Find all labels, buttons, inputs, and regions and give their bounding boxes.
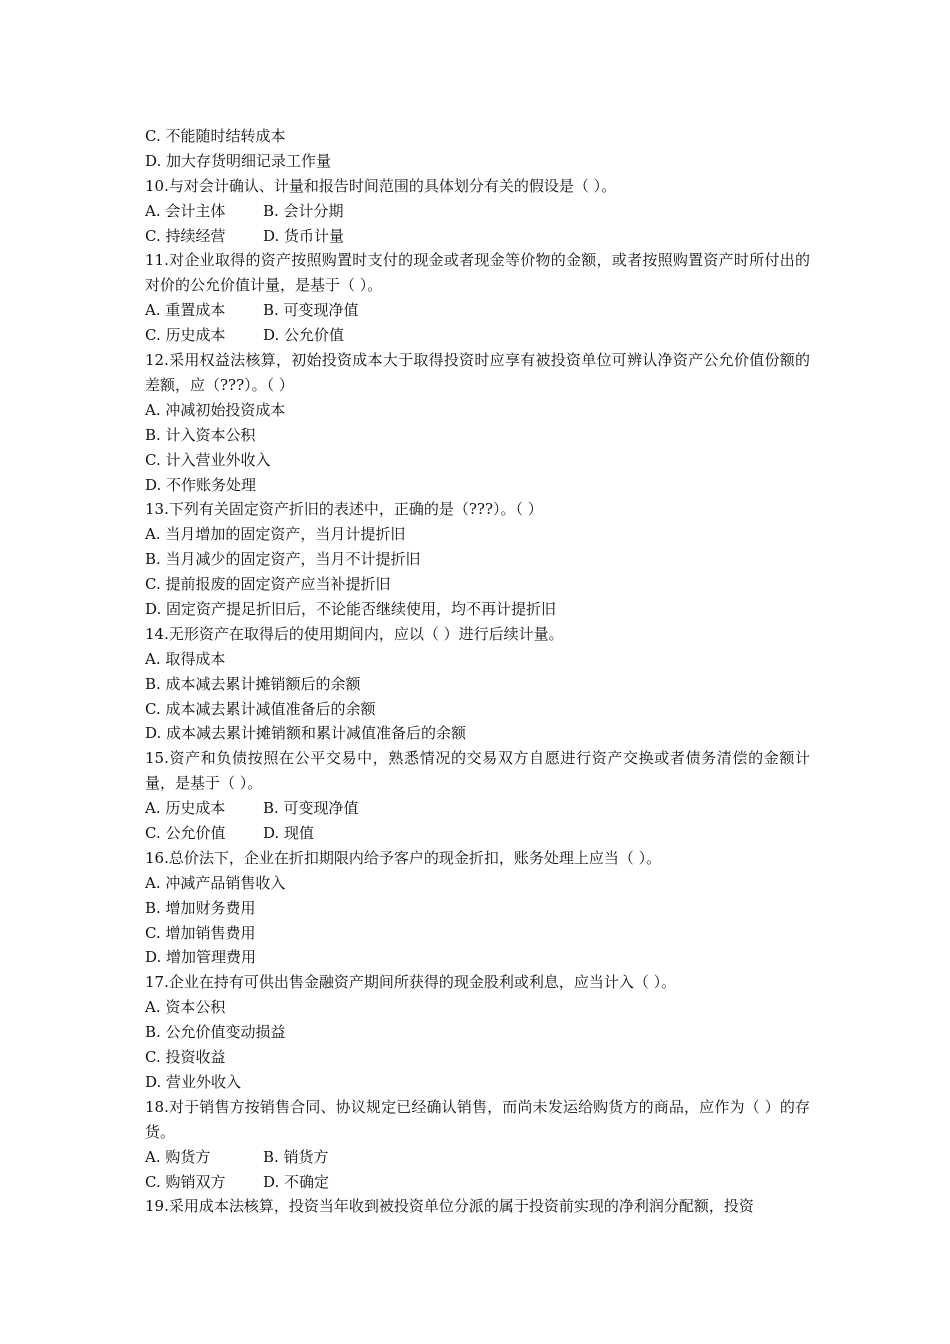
option-pair-line bbox=[145, 224, 810, 249]
option-text: A. 购货方 bbox=[145, 1147, 211, 1166]
option-line: B. 增加财务费用 bbox=[145, 898, 256, 917]
option-line: A. 当月增加的固定资产，当月计提折旧 bbox=[145, 525, 406, 544]
option-text: B. 会计分期 bbox=[263, 201, 344, 220]
option-line: C. 增加销售费用 bbox=[145, 923, 256, 942]
option-text: C. 持续经营 bbox=[145, 226, 226, 245]
option-pair-line bbox=[145, 796, 810, 821]
option-line: D. 成本减去累计摊销额和累计减值准备后的余额 bbox=[145, 724, 467, 743]
option-text: A. 历史成本 bbox=[145, 799, 226, 818]
option-text: C. 公允价值 bbox=[145, 824, 226, 843]
question-text: 18.对于销售方按销售合同、协议规定已经确认销售，而尚未发运给购货方的商品，应作为（ ）的存货。 bbox=[145, 1097, 810, 1141]
option-text: A. 重置成本 bbox=[145, 301, 226, 320]
option-line: B. 计入资本公积 bbox=[145, 425, 256, 444]
option-line: C. 不能随时结转成本 bbox=[145, 127, 286, 145]
option-text: C. 历史成本 bbox=[145, 326, 226, 345]
question-text: 16.总价法下，企业在折扣期限内给予客户的现金折扣，账务处理上应当（ ）。 bbox=[145, 848, 662, 867]
option-line: A. 资本公积 bbox=[145, 998, 226, 1017]
option-line: C. 投资收益 bbox=[145, 1048, 226, 1067]
option-line: D. 不作账务处理 bbox=[145, 475, 257, 494]
option-line: A. 冲减产品销售收入 bbox=[145, 873, 286, 892]
option-text: B. 销货方 bbox=[263, 1147, 329, 1166]
option-line: C. 成本减去累计减值准备后的余额 bbox=[145, 699, 376, 718]
option-text: D. 货币计量 bbox=[263, 226, 345, 245]
option-line: A. 冲减初始投资成本 bbox=[145, 400, 286, 419]
question-text: 10.与对会计确认、计量和报告时间范围的具体划分有关的假设是（ ）。 bbox=[145, 176, 617, 195]
option-line: D. 固定资产提足折旧后，不论能否继续使用，均不再计提折旧 bbox=[145, 599, 557, 618]
question-text: 17.企业在持有可供出售金融资产期间所获得的现金股利或利息，应当计入（ ）。 bbox=[145, 973, 677, 992]
option-text: A. 会计主体 bbox=[145, 201, 226, 220]
option-line: D. 加大存货明细记录工作量 bbox=[145, 151, 332, 170]
question-list bbox=[145, 124, 810, 1219]
option-pair-line bbox=[145, 1170, 810, 1195]
option-text: B. 可变现净值 bbox=[263, 301, 359, 320]
option-pair-line bbox=[145, 323, 810, 348]
option-line: C. 计入营业外收入 bbox=[145, 450, 271, 469]
option-text: B. 可变现净值 bbox=[263, 799, 359, 818]
option-line: C. 提前报废的固定资产应当补提折旧 bbox=[145, 575, 391, 594]
question-text: 13.下列有关固定资产折旧的表述中，正确的是（???）。（ ） bbox=[145, 500, 543, 519]
question-text: 12.采用权益法核算，初始投资成本大于取得投资时应享有被投资单位可辨认净资产公允价值份额的差额，应（???）。（ ） bbox=[145, 351, 810, 394]
option-pair-line bbox=[145, 199, 810, 224]
option-text: D. 现值 bbox=[263, 824, 315, 843]
question-text: 15.资产和负债按照在公平交易中，熟悉情况的交易双方自愿进行资产交换或者债务清偿的金额计量，是基于（ ）。 bbox=[145, 749, 810, 793]
option-line: B. 成本减去累计摊销额后的余额 bbox=[145, 674, 361, 693]
question-text: 14.无形资产在取得后的使用期间内，应以（ ）进行后续计量。 bbox=[145, 624, 564, 643]
option-line: B. 公允价值变动损益 bbox=[145, 1023, 286, 1042]
question-text: 11.对企业取得的资产按照购置时支付的现金或者现金等价物的金额，或者按照购置资产时所付出的对价的公允价值计量，是基于（ ）。 bbox=[145, 251, 810, 295]
option-text: D. 公允价值 bbox=[263, 326, 345, 345]
option-text: D. 不确定 bbox=[263, 1172, 330, 1191]
option-pair-line bbox=[145, 1145, 810, 1170]
option-pair-line bbox=[145, 821, 810, 846]
option-line: A. 取得成本 bbox=[145, 649, 226, 668]
option-pair-line bbox=[145, 298, 810, 323]
option-line: D. 增加管理费用 bbox=[145, 948, 257, 967]
option-line: B. 当月减少的固定资产，当月不计提折旧 bbox=[145, 550, 421, 569]
question-text: 19.采用成本法核算，投资当年收到被投资单位分派的属于投资前实现的净利润分配额，投资 bbox=[145, 1197, 754, 1216]
option-text: C. 购销双方 bbox=[145, 1172, 226, 1191]
option-line: D. 营业外收入 bbox=[145, 1072, 242, 1091]
